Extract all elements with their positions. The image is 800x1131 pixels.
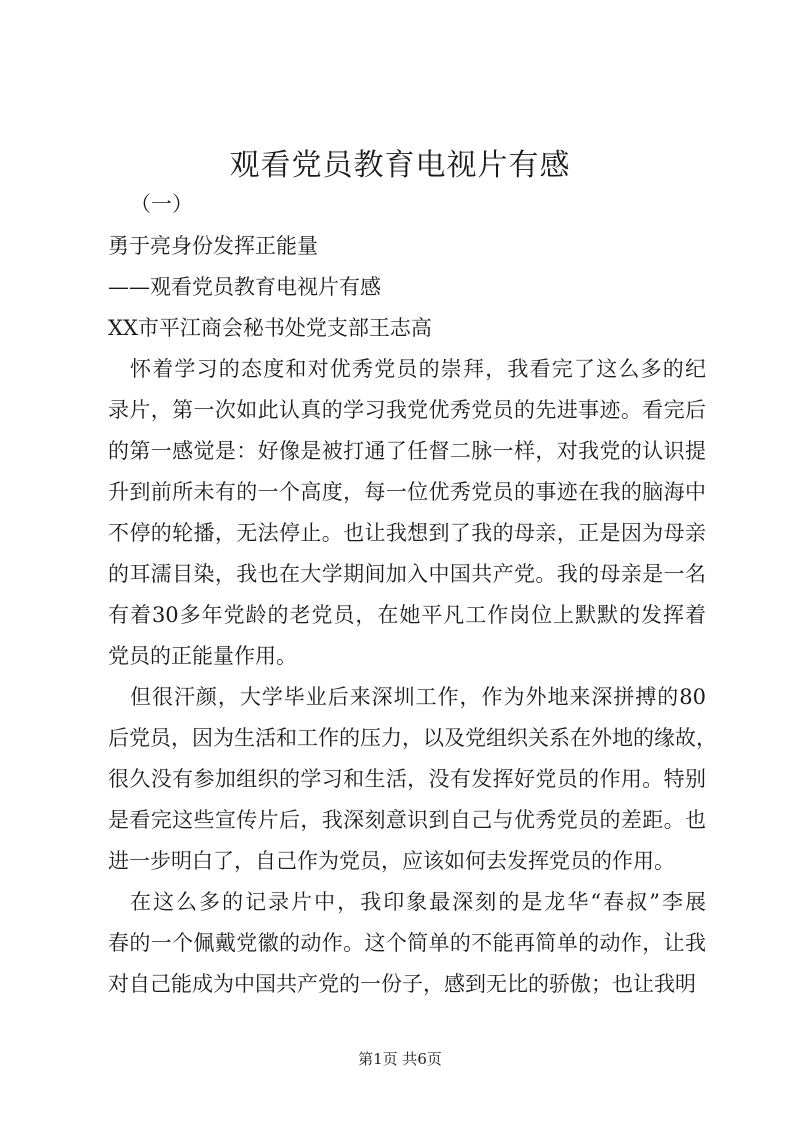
paragraph-line: 怀着学习的态度和对优秀党员的崇拜，我看完了这么多的纪	[130, 357, 706, 381]
paragraph-line: 进一步明白了，自己作为党员，应该如何去发挥党员的作用。	[108, 849, 675, 873]
paragraph-line: 对自己能成为中国共产党的一份子，感到无比的骄傲；也让我明	[108, 972, 696, 996]
paragraph-line: 很久没有参加组织的学习和生活，没有发挥好党员的作用。特别	[108, 767, 706, 791]
page-footer: 第1页 共6页	[358, 1050, 442, 1068]
paragraph-line: 录片，第一次如此认真的学习我党优秀党员的先进事迹。看完后	[108, 398, 706, 422]
section-marker: （一）	[130, 192, 193, 216]
paragraph-line: 有着30多年党龄的老党员，在她平凡工作岗位上默默的发挥着	[108, 603, 706, 627]
paragraph-line: 但很汗颜，大学毕业后来深圳工作，作为外地来深拼搏的80	[130, 685, 706, 709]
paragraph-line: 不停的轮播，无法停止。也让我想到了我的母亲，正是因为母亲	[108, 521, 706, 545]
paragraph-line: 的耳濡目染，我也在大学期间加入中国共产党。我的母亲是一名	[108, 562, 706, 586]
paragraph-line: 后党员，因为生活和工作的压力，以及党组织关系在外地的缘故，	[108, 726, 717, 750]
author-line: XX市平江商会秘书处党支部王志高	[108, 316, 432, 340]
paragraph-line: 在这么多的记录片中，我印象最深刻的是龙华“春叔”李展	[130, 890, 706, 914]
paragraph-line: 春的一个佩戴党徽的动作。这个简单的不能再简单的动作，让我	[108, 931, 706, 955]
paragraph-line: 升到前所未有的一个高度，每一位优秀党员的事迹在我的脑海中	[108, 480, 706, 504]
paragraph-line: 的第一感觉是：好像是被打通了任督二脉一样，对我党的认识提	[108, 439, 706, 463]
subtitle: 勇于亮身份发挥正能量	[108, 234, 318, 258]
paragraph-line: 党员的正能量作用。	[108, 644, 297, 668]
paragraph-line: 是看完这些宣传片后，我深刻意识到自己与优秀党员的差距。也	[108, 808, 706, 832]
subtitle-secondary: ——观看党员教育电视片有感	[108, 275, 381, 299]
document-title: 观看党员教育电视片有感	[229, 148, 571, 183]
